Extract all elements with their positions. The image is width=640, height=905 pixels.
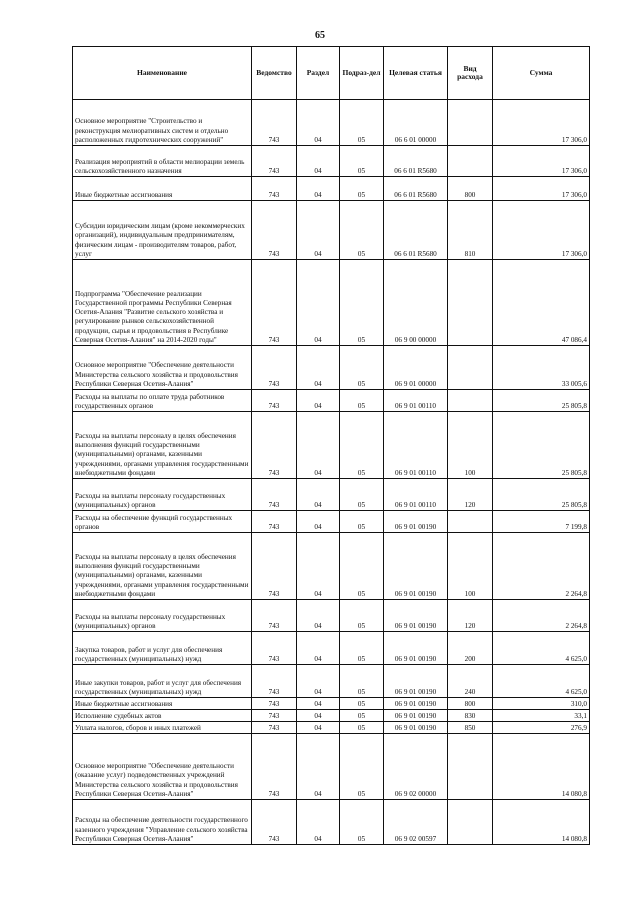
row-section: 04	[297, 260, 340, 346]
row-subsection: 05	[340, 346, 384, 390]
row-subsection: 05	[340, 146, 384, 177]
row-amount: 7 199,8	[493, 511, 590, 533]
row-name: Расходы на обеспечение деятельности государственного казенного учреждения "Управление сельского хозяйства Республики Северная Осетия-Алания"	[73, 800, 252, 845]
row-expense-type	[448, 346, 493, 390]
row-department: 743	[252, 412, 297, 479]
row-amount: 17 306,0	[493, 201, 590, 260]
row-name: Реализация мероприятий в области мелиорации земель сельскохозяйственного назначения	[73, 146, 252, 177]
table-header-row	[73, 47, 590, 100]
row-expense-type: 120	[448, 600, 493, 632]
header-name: Наименование	[73, 47, 252, 100]
row-target: 06 9 01 00110	[384, 479, 448, 511]
row-amount: 17 306,0	[493, 146, 590, 177]
row-subsection: 05	[340, 800, 384, 845]
row-target: 06 9 01 00190	[384, 600, 448, 632]
row-section: 04	[297, 146, 340, 177]
row-section: 04	[297, 533, 340, 600]
row-department: 743	[252, 698, 297, 710]
row-amount: 17 306,0	[493, 100, 590, 146]
row-target: 06 6 01 R5680	[384, 146, 448, 177]
table-row	[73, 390, 590, 412]
row-department: 743	[252, 177, 297, 201]
row-subsection: 05	[340, 177, 384, 201]
row-amount: 4 625,0	[493, 632, 590, 665]
header-section: Раздел	[297, 47, 340, 100]
header-expense-type: Вид расхода	[448, 47, 493, 100]
row-name: Иные бюджетные ассигнования	[73, 177, 252, 201]
row-target: 06 9 02 00597	[384, 800, 448, 845]
table-row	[73, 146, 590, 177]
table-row	[73, 800, 590, 845]
row-section: 04	[297, 201, 340, 260]
table-row	[73, 260, 590, 346]
row-department: 743	[252, 146, 297, 177]
header-target: Целевая статья	[384, 47, 448, 100]
row-department: 743	[252, 201, 297, 260]
row-section: 04	[297, 722, 340, 734]
header-department: Ведомство	[252, 47, 297, 100]
row-name: Расходы на выплаты персоналу в целях обеспечения выполнения функций государственными (муниципальными) органами, казенными учреждениями, органами управления государственными внебюджетными фондами	[73, 533, 252, 600]
row-section: 04	[297, 800, 340, 845]
row-section: 04	[297, 412, 340, 479]
row-amount: 14 080,8	[493, 800, 590, 845]
table-row	[73, 346, 590, 390]
row-target: 06 6 01 00000	[384, 100, 448, 146]
row-subsection: 05	[340, 533, 384, 600]
header-subsection: Подраз-дел	[340, 47, 384, 100]
row-expense-type	[448, 146, 493, 177]
row-amount: 47 086,4	[493, 260, 590, 346]
row-expense-type	[448, 390, 493, 412]
row-department: 743	[252, 533, 297, 600]
row-expense-type: 830	[448, 710, 493, 722]
row-name: Иные закупки товаров, работ и услуг для обеспечения государственных (муниципальных) нужд	[73, 665, 252, 698]
row-name: Расходы на выплаты персоналу государственных (муниципальных) органов	[73, 479, 252, 511]
table-row	[73, 710, 590, 722]
row-department: 743	[252, 260, 297, 346]
row-target: 06 9 01 00190	[384, 511, 448, 533]
table-row	[73, 201, 590, 260]
row-target: 06 9 01 00190	[384, 710, 448, 722]
row-expense-type: 100	[448, 533, 493, 600]
row-subsection: 05	[340, 710, 384, 722]
row-target: 06 9 01 00190	[384, 533, 448, 600]
row-department: 743	[252, 800, 297, 845]
row-section: 04	[297, 600, 340, 632]
row-subsection: 05	[340, 600, 384, 632]
row-expense-type: 100	[448, 412, 493, 479]
row-department: 743	[252, 479, 297, 511]
table-row	[73, 412, 590, 479]
row-subsection: 05	[340, 390, 384, 412]
row-expense-type: 240	[448, 665, 493, 698]
row-section: 04	[297, 734, 340, 800]
table-row	[73, 100, 590, 146]
row-expense-type: 120	[448, 479, 493, 511]
row-name: Основное мероприятие "Обеспечение деятельности (оказание услуг) подведомственных учреждений Министерства сельского хозяйства и продовольствия Республики Северная Осетия-Алания"	[73, 734, 252, 800]
row-section: 04	[297, 346, 340, 390]
row-target: 06 9 01 00190	[384, 698, 448, 710]
row-department: 743	[252, 710, 297, 722]
row-department: 743	[252, 632, 297, 665]
budget-table	[72, 46, 590, 845]
row-section: 04	[297, 632, 340, 665]
row-subsection: 05	[340, 100, 384, 146]
row-section: 04	[297, 177, 340, 201]
row-department: 743	[252, 100, 297, 146]
row-department: 743	[252, 390, 297, 412]
header-amount: Сумма	[493, 47, 590, 100]
table-row	[73, 511, 590, 533]
row-expense-type: 800	[448, 177, 493, 201]
row-department: 743	[252, 665, 297, 698]
row-expense-type: 810	[448, 201, 493, 260]
row-amount: 17 306,0	[493, 177, 590, 201]
row-target: 06 9 02 00000	[384, 734, 448, 800]
row-name: Закупка товаров, работ и услуг для обеспечения государственных (муниципальных) нужд	[73, 632, 252, 665]
row-amount: 25 805,8	[493, 412, 590, 479]
row-expense-type	[448, 100, 493, 146]
row-expense-type	[448, 800, 493, 845]
row-expense-type	[448, 734, 493, 800]
row-subsection: 05	[340, 722, 384, 734]
row-department: 743	[252, 346, 297, 390]
row-target: 06 9 01 00110	[384, 390, 448, 412]
row-subsection: 05	[340, 665, 384, 698]
row-target: 06 9 00 00000	[384, 260, 448, 346]
row-department: 743	[252, 511, 297, 533]
row-name: Основное мероприятие "Строительство и реконструкция мелиоративных систем и отдельно расположенных гидротехнических сооружений"	[73, 100, 252, 146]
page-number: 65	[315, 30, 325, 41]
row-name: Исполнение судебных актов	[73, 710, 252, 722]
row-name: Подпрограмма "Обеспечение реализации Государственной программы Республики Северная Осетия-Алания "Развитие сельского хозяйства и регулирование рынков сельскохозяйственной продукции, сырья и продовольствия в Республике Северная Осетия-Алания" на 2014-2020 годы"	[73, 260, 252, 346]
row-amount: 33,1	[493, 710, 590, 722]
table-row	[73, 479, 590, 511]
row-target: 06 6 01 R5680	[384, 177, 448, 201]
table-row	[73, 665, 590, 698]
row-subsection: 05	[340, 201, 384, 260]
row-section: 04	[297, 100, 340, 146]
table-row	[73, 698, 590, 710]
row-department: 743	[252, 734, 297, 800]
row-subsection: 05	[340, 412, 384, 479]
row-name: Иные бюджетные ассигнования	[73, 698, 252, 710]
row-section: 04	[297, 511, 340, 533]
row-subsection: 05	[340, 734, 384, 800]
row-name: Расходы на выплаты персоналу в целях обеспечения выполнения функций государственными (муниципальными) органами, казенными учреждениями, органами управления государственными внебюджетными фондами	[73, 412, 252, 479]
row-department: 743	[252, 722, 297, 734]
row-target: 06 9 01 00190	[384, 665, 448, 698]
row-section: 04	[297, 665, 340, 698]
row-amount: 25 805,8	[493, 479, 590, 511]
row-amount: 25 805,8	[493, 390, 590, 412]
row-target: 06 9 01 00190	[384, 722, 448, 734]
table-row	[73, 533, 590, 600]
row-target: 06 9 01 00110	[384, 412, 448, 479]
row-expense-type	[448, 511, 493, 533]
row-subsection: 05	[340, 260, 384, 346]
row-expense-type: 200	[448, 632, 493, 665]
row-name: Расходы на обеспечение функций государственных органов	[73, 511, 252, 533]
table-row	[73, 632, 590, 665]
row-amount: 2 264,8	[493, 533, 590, 600]
row-name: Уплата налогов, сборов и иных платежей	[73, 722, 252, 734]
row-target: 06 6 01 R5680	[384, 201, 448, 260]
table-row	[73, 734, 590, 800]
row-section: 04	[297, 698, 340, 710]
row-name: Расходы на выплаты по оплате труда работников государственных органов	[73, 390, 252, 412]
row-amount: 310,0	[493, 698, 590, 710]
row-name: Расходы на выплаты персоналу государственных (муниципальных) органов	[73, 600, 252, 632]
row-target: 06 9 01 00190	[384, 632, 448, 665]
row-expense-type	[448, 260, 493, 346]
row-target: 06 9 01 00000	[384, 346, 448, 390]
row-subsection: 05	[340, 479, 384, 511]
row-section: 04	[297, 390, 340, 412]
row-subsection: 05	[340, 698, 384, 710]
row-amount: 276,9	[493, 722, 590, 734]
table-row	[73, 600, 590, 632]
row-amount: 2 264,8	[493, 600, 590, 632]
row-amount: 14 080,8	[493, 734, 590, 800]
table-row	[73, 177, 590, 201]
row-department: 743	[252, 600, 297, 632]
row-expense-type: 800	[448, 698, 493, 710]
row-amount: 4 625,0	[493, 665, 590, 698]
row-amount: 33 005,6	[493, 346, 590, 390]
row-section: 04	[297, 479, 340, 511]
row-subsection: 05	[340, 511, 384, 533]
row-section: 04	[297, 710, 340, 722]
row-name: Субсидии юридическим лицам (кроме некоммерческих организаций), индивидуальным предпринимателям, физическим лицам - производителям товаров, работ, услуг	[73, 201, 252, 260]
table-row	[73, 722, 590, 734]
row-subsection: 05	[340, 632, 384, 665]
row-expense-type: 850	[448, 722, 493, 734]
row-name: Основное мероприятие "Обеспечение деятельности Министерства сельского хозяйства и продовольствия Республики Северная Осетия-Алания"	[73, 346, 252, 390]
